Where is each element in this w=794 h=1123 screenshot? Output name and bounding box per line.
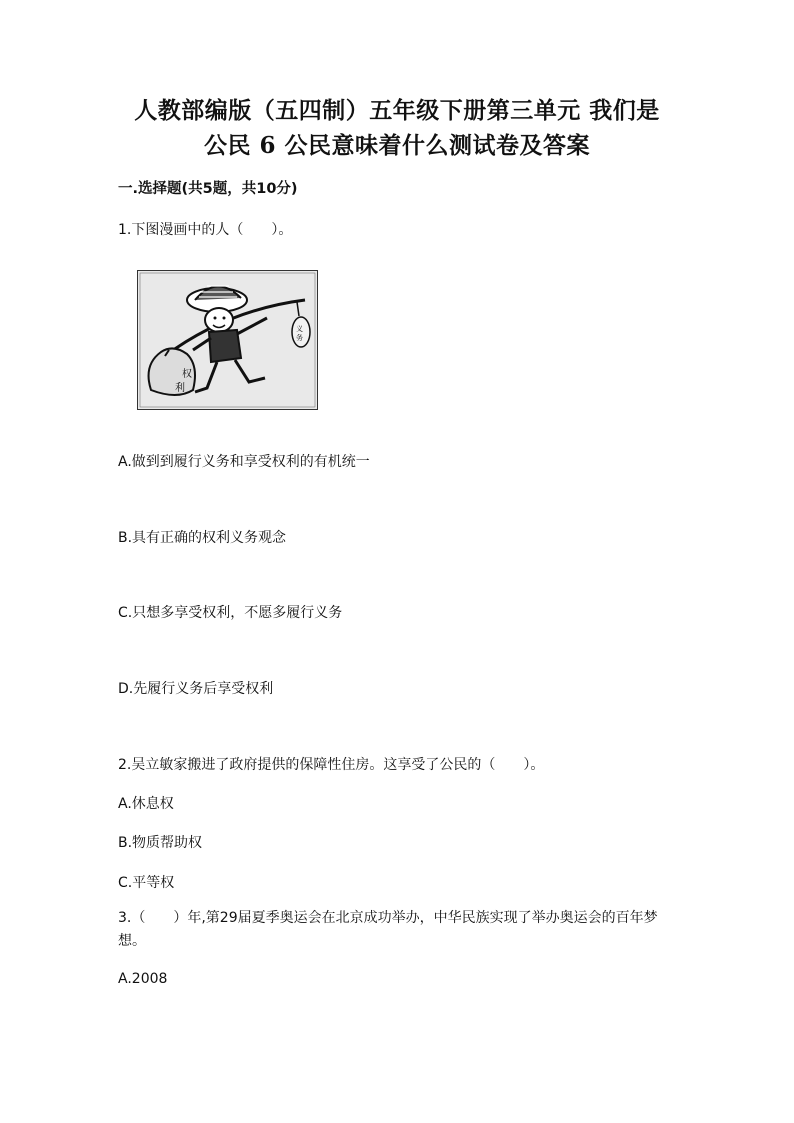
q3-option-a: A.2008 <box>118 971 168 987</box>
q1-option-a: A.做到到履行义务和享受权利的有机统一 <box>118 454 370 470</box>
question-2-stem: 2.吴立敏家搬进了政府提供的保障性住房。这享受了公民的（ ）。 <box>118 757 545 773</box>
document-title-line-1: 人教部编版（五四制）五年级下册第三单元 我们是 <box>134 97 660 124</box>
section-heading: 一.选择题(共5题，共10分) <box>118 181 298 197</box>
question-1-stem: 1.下图漫画中的人（ ）。 <box>118 222 293 238</box>
q1-option-d: D.先履行义务后享受权利 <box>118 681 274 697</box>
cartoon-label-duty-top: 义 <box>296 325 303 333</box>
q1-option-b: B.具有正确的权利义务观念 <box>118 530 287 546</box>
question-3-stem: 3.（ ）年,第29届夏季奥运会在北京成功举办，中华民族实现了举办奥运会的百年梦想。 <box>118 910 658 949</box>
cartoon-label-rights-bottom: 利 <box>175 383 185 394</box>
q2-option-a: A.休息权 <box>118 796 174 812</box>
q1-option-c: C.只想多享受权利，不愿多履行义务 <box>118 605 343 621</box>
q2-option-b: B.物质帮助权 <box>118 835 203 851</box>
cartoon-label-rights-top: 权 <box>182 369 192 380</box>
cartoon-label-duty-bottom: 务 <box>296 334 303 342</box>
cartoon-image <box>137 270 318 410</box>
q2-option-c: C.平等权 <box>118 875 175 891</box>
document-title-line-2: 公民 6 公民意味着什么测试卷及答案 <box>203 132 591 159</box>
